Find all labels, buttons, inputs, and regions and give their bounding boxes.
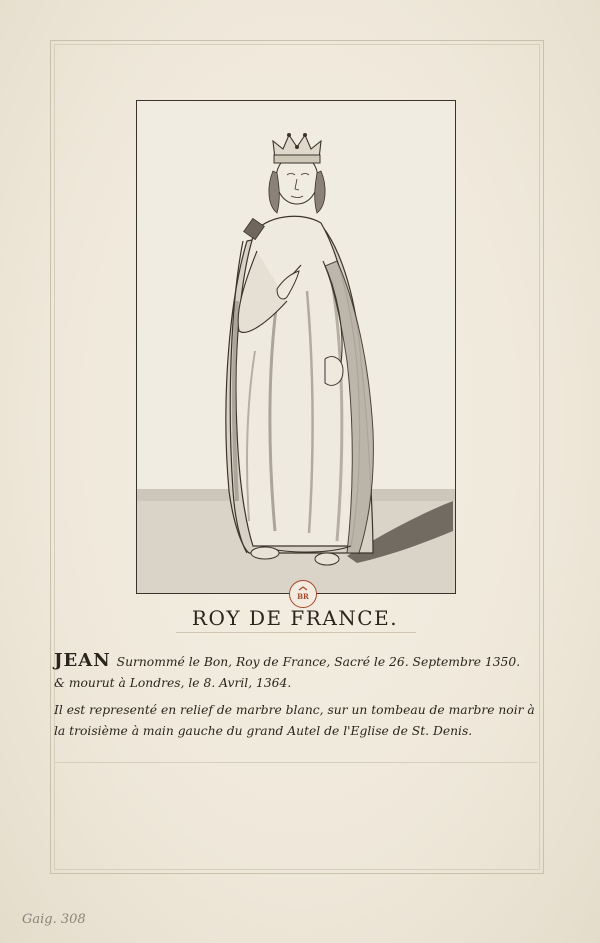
caption-line-3: Il est representé en relief de marbre blanc, sur un tombeau de marbre noir à	[54, 703, 535, 717]
caption-line-4: la troisième à main gauche du grand Autel de l'Eglise de St. Denis.	[54, 724, 473, 738]
svg-text:BR: BR	[297, 592, 309, 601]
portrait-frame	[136, 100, 456, 594]
stamp-seal-icon	[291, 582, 315, 606]
caption-line-1-text: Surnommé le Bon, Roy de France, Sacré le 26. Septembre 1350.	[116, 655, 521, 669]
caption-line-2: & mourut à Londres, le 8. Avril, 1364.	[54, 676, 292, 690]
bottom-rule	[54, 762, 538, 763]
library-stamp	[289, 580, 317, 608]
title-rule	[176, 632, 416, 633]
caption-line-1	[54, 650, 520, 671]
plate-title: ROY DE FRANCE.	[191, 606, 399, 630]
king-name: JEAN	[54, 650, 111, 671]
king-illustration	[137, 101, 455, 593]
shelfmark: Gaig. 308	[22, 912, 86, 927]
